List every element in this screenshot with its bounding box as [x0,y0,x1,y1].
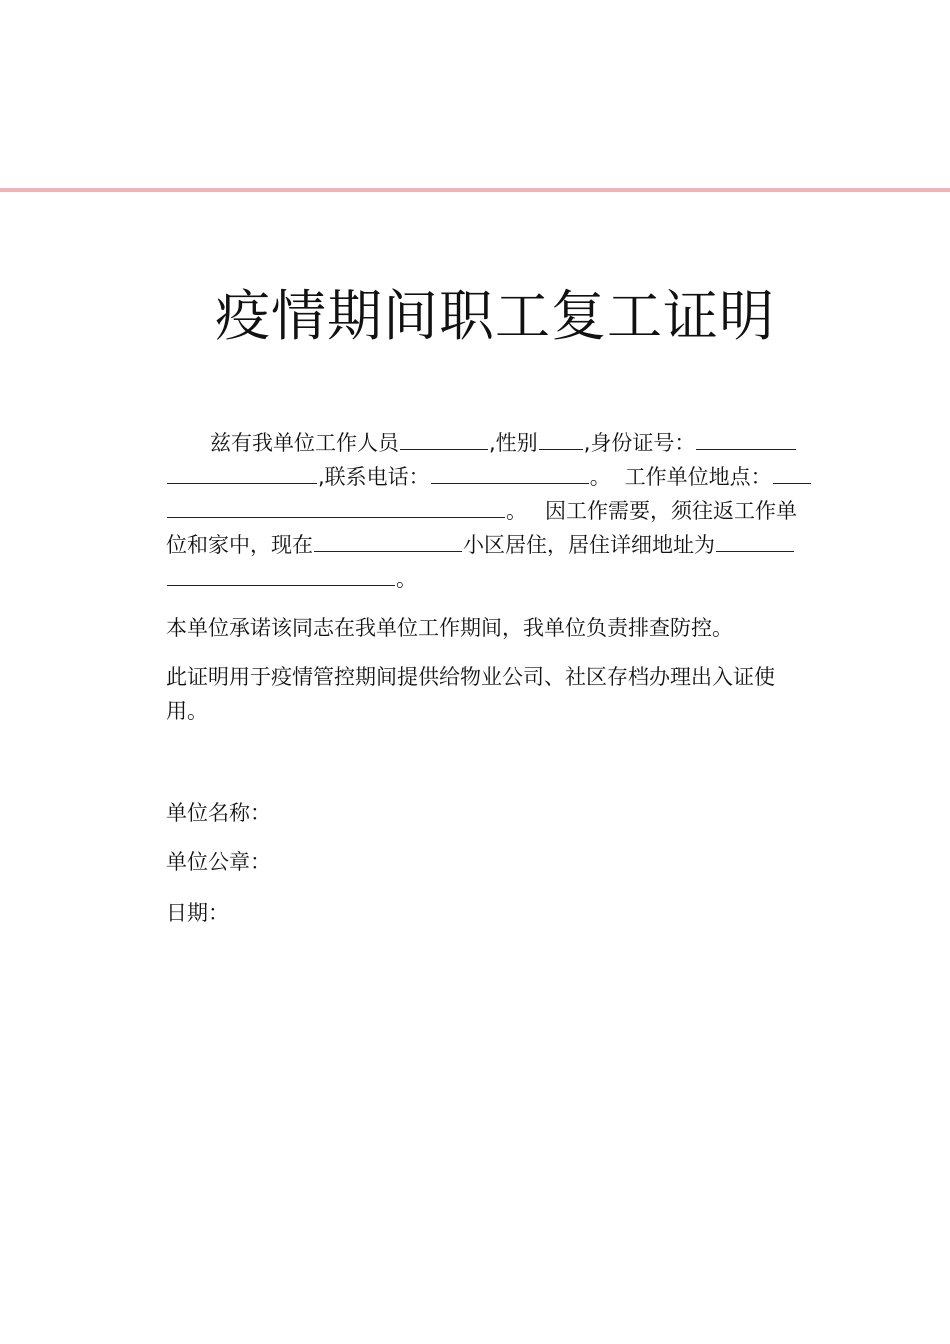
id-blank-part1 [696,448,796,450]
header-rule [0,188,950,192]
period-2: 。 [506,499,527,523]
document-title: 疫情期间职工复工证明 [214,284,775,348]
reason-text: 因工作需要，须往返工作单 [545,499,797,523]
workplace-blank-part1 [773,482,811,484]
gender-label: ,性别 [489,431,538,455]
period-3: 。 [396,567,417,591]
document-body [166,426,827,728]
name-blank [400,448,488,450]
unit-seal-label: 单位公章： [166,850,271,874]
residence-text: 小区居住，居住详细地址为 [463,533,715,557]
workplace-label: 工作单位地点： [624,465,772,489]
unit-name-label: 单位名称： [166,801,271,825]
address-blank-part2 [167,584,395,586]
community-blank [314,550,462,552]
gender-blank [539,448,583,450]
phone-blank [431,482,589,484]
intro-text: 兹有我单位工作人员 [210,431,399,455]
usage-paragraph-line-2: 用。 [166,699,208,723]
body-line-5 [166,562,827,596]
workplace-blank-part2 [167,516,505,518]
id-label: ,身份证号： [583,431,696,455]
body-line-1 [166,426,827,460]
body-line-4 [166,528,827,562]
body-line-3 [166,494,827,528]
date-label: 日期： [166,901,229,925]
period-1: 。 [589,465,611,489]
id-blank-part2 [167,482,317,484]
usage-paragraph-line-1: 此证明用于疫情管控期间提供给物业公司、社区存档办理出入证使 [166,665,775,689]
commitment-paragraph: 本单位承诺该同志在我单位工作期间，我单位负责排查防控。 [166,616,733,640]
address-blank-part1 [716,550,794,552]
home-text: 位和家中，现在 [166,533,313,557]
body-line-2 [166,460,827,494]
phone-label: ,联系电话： [318,465,430,489]
